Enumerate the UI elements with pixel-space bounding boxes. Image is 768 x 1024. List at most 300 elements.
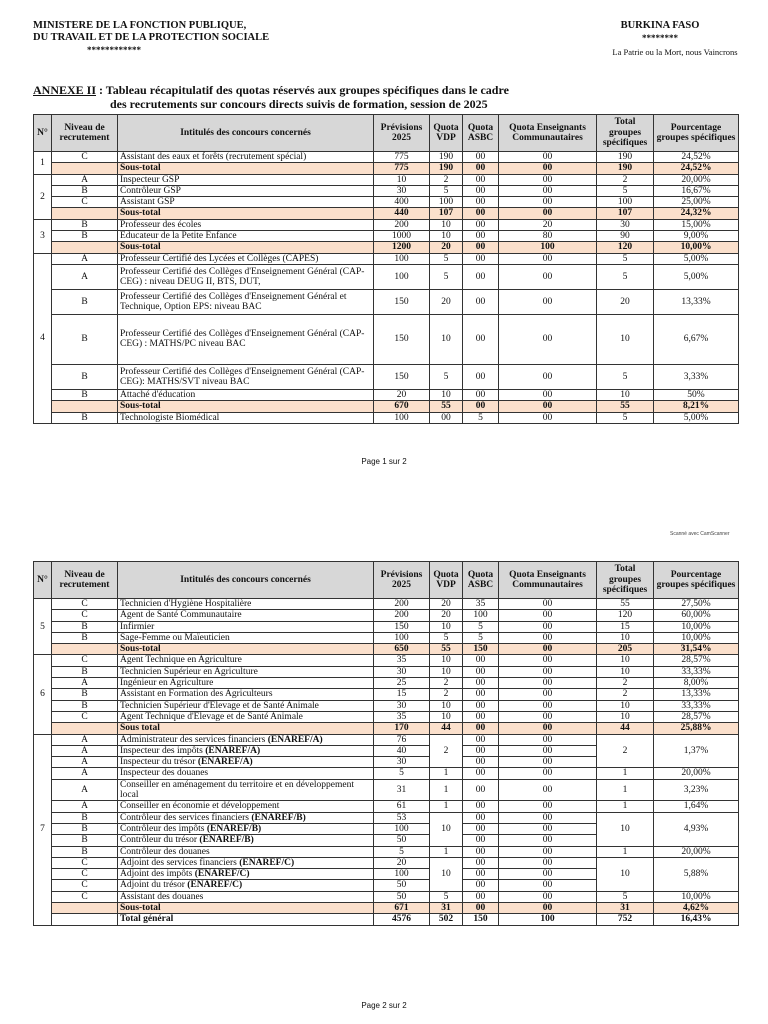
row-vdp: 31 — [430, 903, 463, 914]
row-pct: 31,54% — [654, 644, 739, 655]
row-intitule: Inspecteur du trésor (ENAREF/A) — [118, 757, 374, 768]
row-previsions: 5 — [374, 846, 430, 857]
row-total: 5 — [597, 364, 654, 389]
row-intitule: Inspecteur des douanes — [118, 768, 374, 779]
row-ens: 00 — [499, 757, 597, 768]
row-previsions: 15 — [374, 689, 430, 700]
row-total: 2 — [597, 174, 654, 185]
row-asbc: 00 — [463, 289, 499, 314]
row-ens: 00 — [499, 869, 597, 880]
row-asbc: 00 — [463, 185, 499, 196]
row-pct: 28,57% — [654, 655, 739, 666]
row-intitule: Technicien Supérieur d'Elevage et de Santé Animale — [118, 700, 374, 711]
row-intitule: Technicien d'Hygiène Hospitalière — [118, 599, 374, 610]
row-pct: 27,50% — [654, 599, 739, 610]
row-total: 55 — [597, 401, 654, 412]
row-vdp: 190 — [430, 163, 463, 174]
col-pct: Pourcentage groupes spécifiques — [654, 562, 739, 599]
row-pct: 20,00% — [654, 174, 739, 185]
row-asbc: 00 — [463, 174, 499, 185]
row-niveau: C — [52, 891, 118, 902]
col-intitule: Intitulés des concours concernés — [118, 115, 374, 152]
row-pct: 24,32% — [654, 208, 739, 219]
row-niveau — [52, 914, 118, 925]
row-vdp: 5 — [430, 891, 463, 902]
row-asbc: 00 — [463, 734, 499, 745]
row-previsions: 671 — [374, 903, 430, 914]
row-asbc: 00 — [463, 779, 499, 801]
col-vdp: Quota VDP — [430, 115, 463, 152]
row-intitule: Professeur Certifié des Lycées et Collèges (CAPES) — [118, 253, 374, 264]
row-total: 15 — [597, 621, 654, 632]
row-pct: 1,64% — [654, 801, 739, 812]
row-pct: 28,57% — [654, 711, 739, 722]
row-total: 107 — [597, 208, 654, 219]
row-asbc: 5 — [463, 632, 499, 643]
grand-total-row — [34, 914, 739, 925]
row-asbc: 100 — [463, 610, 499, 621]
row-previsions: 76 — [374, 734, 430, 745]
row-pct: 9,00% — [654, 231, 739, 242]
row-num: 6 — [34, 655, 52, 734]
row-niveau — [52, 903, 118, 914]
row-pct: 5,88% — [654, 857, 739, 891]
row-total: 1 — [597, 779, 654, 801]
row-niveau: C — [52, 869, 118, 880]
row-total: 1 — [597, 801, 654, 812]
row-previsions: 1200 — [374, 242, 430, 253]
table-row — [34, 412, 739, 423]
row-intitule: Sage-Femme ou Maïeuticien — [118, 632, 374, 643]
row-niveau: B — [52, 185, 118, 196]
enaref-tag: (ENAREF/A) — [205, 745, 261, 756]
row-ens: 100 — [499, 242, 597, 253]
row-total: 10 — [597, 389, 654, 400]
row-pct: 4,62% — [654, 903, 739, 914]
row-ens: 00 — [499, 599, 597, 610]
row-pct: 10,00% — [654, 621, 739, 632]
row-asbc: 00 — [463, 801, 499, 812]
row-ens: 00 — [499, 364, 597, 389]
row-niveau: B — [52, 364, 118, 389]
row-vdp: 5 — [430, 364, 463, 389]
table-row — [34, 610, 739, 621]
row-total: 205 — [597, 644, 654, 655]
row-asbc: 150 — [463, 644, 499, 655]
row-previsions: 10 — [374, 174, 430, 185]
subtotal-row — [34, 903, 739, 914]
row-previsions: 30 — [374, 666, 430, 677]
row-pct: 4,93% — [654, 812, 739, 846]
row-previsions: 30 — [374, 757, 430, 768]
row-niveau — [52, 401, 118, 412]
row-niveau: B — [52, 846, 118, 857]
row-vdp: 20 — [430, 242, 463, 253]
row-num: 2 — [34, 174, 52, 219]
subtotal-row — [34, 163, 739, 174]
row-previsions: 100 — [374, 632, 430, 643]
row-intitule: Inspecteur GSP — [118, 174, 374, 185]
row-total: 10 — [597, 314, 654, 364]
row-intitule: Professeur Certifié des Collèges d'Enseignement Général (CAP-CEG) : niveau DEUG II, BTS, DUT, — [118, 264, 374, 289]
ministry-stars: ************ — [87, 45, 141, 55]
row-previsions: 670 — [374, 401, 430, 412]
row-previsions: 100 — [374, 253, 430, 264]
row-previsions: 150 — [374, 314, 430, 364]
row-ens: 00 — [499, 632, 597, 643]
row-asbc: 35 — [463, 599, 499, 610]
row-previsions: 200 — [374, 599, 430, 610]
row-asbc: 00 — [463, 745, 499, 756]
row-niveau: B — [52, 621, 118, 632]
row-num: 3 — [34, 219, 52, 253]
col-num: N° — [34, 562, 52, 599]
row-niveau — [52, 208, 118, 219]
enaref-tag: (ENAREF/A) — [197, 757, 253, 768]
row-niveau: A — [52, 734, 118, 745]
row-total: 31 — [597, 903, 654, 914]
row-previsions: 150 — [374, 289, 430, 314]
row-total: 5 — [597, 412, 654, 423]
row-niveau: B — [52, 219, 118, 230]
row-vdp: 10 — [430, 231, 463, 242]
row-total: 2 — [597, 734, 654, 768]
row-previsions: 40 — [374, 745, 430, 756]
row-num: 1 — [34, 152, 52, 175]
row-niveau: B — [52, 700, 118, 711]
row-asbc: 00 — [463, 253, 499, 264]
row-niveau — [52, 242, 118, 253]
row-vdp: 5 — [430, 185, 463, 196]
table-row — [34, 152, 739, 163]
subtotal-row — [34, 208, 739, 219]
row-ens: 00 — [499, 903, 597, 914]
row-asbc: 00 — [463, 242, 499, 253]
subtotal-row — [34, 644, 739, 655]
table-row — [34, 314, 739, 364]
row-total: 10 — [597, 666, 654, 677]
col-niveau: Niveau de recrutement — [52, 562, 118, 599]
row-niveau: A — [52, 264, 118, 289]
row-previsions: 31 — [374, 779, 430, 801]
row-pct: 33,33% — [654, 666, 739, 677]
row-total: 5 — [597, 185, 654, 196]
row-vdp: 10 — [430, 389, 463, 400]
row-previsions: 200 — [374, 610, 430, 621]
row-asbc: 5 — [463, 412, 499, 423]
row-previsions: 1000 — [374, 231, 430, 242]
row-intitule: Professeur des écoles — [118, 219, 374, 230]
row-ens: 00 — [499, 197, 597, 208]
row-ens: 00 — [499, 621, 597, 632]
row-asbc: 00 — [463, 197, 499, 208]
row-intitule: Technicien Supérieur en Agriculture — [118, 666, 374, 677]
row-ens: 00 — [499, 152, 597, 163]
row-previsions: 25 — [374, 678, 430, 689]
row-previsions: 35 — [374, 711, 430, 722]
row-vdp: 2 — [430, 734, 463, 768]
row-previsions: 50 — [374, 880, 430, 891]
row-asbc: 00 — [463, 700, 499, 711]
row-vdp: 10 — [430, 700, 463, 711]
row-pct: 25,00% — [654, 197, 739, 208]
row-niveau: C — [52, 197, 118, 208]
row-ens: 00 — [499, 812, 597, 823]
row-ens: 00 — [499, 264, 597, 289]
row-vdp: 20 — [430, 289, 463, 314]
row-asbc: 00 — [463, 880, 499, 891]
row-intitule: Sous-total — [118, 903, 374, 914]
row-intitule: Conseiller en aménagement du territoire et en développement local — [118, 779, 374, 801]
row-vdp: 1 — [430, 801, 463, 812]
row-total: 90 — [597, 231, 654, 242]
row-niveau: A — [52, 757, 118, 768]
row-vdp: 5 — [430, 632, 463, 643]
table-row — [34, 253, 739, 264]
row-intitule: Professeur Certifié des Collèges d'Enseignement Général et Technique, Option EPS: niveau BAC — [118, 289, 374, 314]
row-niveau — [52, 163, 118, 174]
row-vdp: 502 — [430, 914, 463, 925]
row-previsions: 150 — [374, 621, 430, 632]
row-ens: 00 — [499, 723, 597, 734]
row-niveau: B — [52, 835, 118, 846]
row-pct: 10,00% — [654, 242, 739, 253]
row-intitule: Assistant des eaux et forêts (recrutement spécial) — [118, 152, 374, 163]
row-previsions: 100 — [374, 869, 430, 880]
row-previsions: 35 — [374, 655, 430, 666]
annex-title-line1: : Tableau récapitulatif des quotas réservés aux groupes spécifiques dans le cadre — [96, 83, 509, 97]
row-previsions: 20 — [374, 857, 430, 868]
row-pct: 5,00% — [654, 412, 739, 423]
row-vdp: 5 — [430, 253, 463, 264]
row-intitule: Administrateur des services financiers (ENAREF/A) — [118, 734, 374, 745]
row-vdp: 2 — [430, 678, 463, 689]
row-asbc: 00 — [463, 857, 499, 868]
row-asbc: 00 — [463, 869, 499, 880]
enaref-tag: (ENAREF/B) — [251, 812, 306, 823]
row-previsions: 150 — [374, 364, 430, 389]
row-previsions: 50 — [374, 835, 430, 846]
row-asbc: 00 — [463, 364, 499, 389]
table-row — [34, 174, 739, 185]
page-footer-1: Page 1 sur 2 — [361, 457, 407, 466]
row-ens: 00 — [499, 666, 597, 677]
annex-label: ANNEXE II — [33, 83, 97, 97]
row-niveau: A — [52, 801, 118, 812]
row-previsions: 170 — [374, 723, 430, 734]
row-vdp: 107 — [430, 208, 463, 219]
row-ens: 00 — [499, 801, 597, 812]
row-ens: 100 — [499, 914, 597, 925]
col-previsions: Prévisions 2025 — [374, 115, 430, 152]
row-asbc: 00 — [463, 823, 499, 834]
row-asbc: 00 — [463, 678, 499, 689]
row-asbc: 00 — [463, 711, 499, 722]
row-niveau: B — [52, 231, 118, 242]
enaref-tag: (ENAREF/C) — [194, 869, 250, 880]
col-asbc: Quota ASBC — [463, 562, 499, 599]
row-previsions: 775 — [374, 152, 430, 163]
row-total: 1 — [597, 768, 654, 779]
row-total: 20 — [597, 289, 654, 314]
row-asbc: 00 — [463, 666, 499, 677]
row-intitule: Inspecteur des impôts (ENAREF/A) — [118, 745, 374, 756]
row-intitule: Adjoint des impôts (ENAREF/C) — [118, 869, 374, 880]
row-pct: 33,33% — [654, 700, 739, 711]
table-header-row — [34, 562, 739, 599]
row-ens: 00 — [499, 891, 597, 902]
row-intitule: Contrôleur du trésor (ENAREF/B) — [118, 835, 374, 846]
col-total: Total groupes spécifiques — [597, 562, 654, 599]
row-intitule: Sous-total — [118, 242, 374, 253]
row-ens: 00 — [499, 208, 597, 219]
row-intitule: Adjoint du trésor (ENAREF/C) — [118, 880, 374, 891]
annex-title-line2: des recrutements sur concours directs suivis de formation, session de 2025 — [110, 97, 488, 111]
row-ens: 00 — [499, 389, 597, 400]
row-niveau — [52, 644, 118, 655]
enaref-tag: (ENAREF/B) — [206, 823, 262, 834]
table-row — [34, 779, 739, 801]
row-pct: 20,00% — [654, 768, 739, 779]
col-previsions: Prévisions 2025 — [374, 562, 430, 599]
row-intitule: Sous-total — [118, 163, 374, 174]
row-ens: 00 — [499, 678, 597, 689]
row-vdp: 10 — [430, 711, 463, 722]
row-ens: 00 — [499, 880, 597, 891]
table-row — [34, 219, 739, 230]
row-pct: 6,67% — [654, 314, 739, 364]
row-niveau: B — [52, 689, 118, 700]
row-niveau: C — [52, 152, 118, 163]
row-ens: 00 — [499, 163, 597, 174]
row-ens: 00 — [499, 610, 597, 621]
row-niveau — [52, 723, 118, 734]
row-niveau: A — [52, 779, 118, 801]
row-vdp: 10 — [430, 857, 463, 891]
row-vdp: 10 — [430, 812, 463, 846]
row-intitule: Sous total — [118, 723, 374, 734]
row-vdp: 10 — [430, 666, 463, 677]
row-previsions: 61 — [374, 801, 430, 812]
ministry-line2: DU TRAVAIL ET DE LA PROTECTION SOCIALE — [33, 32, 270, 43]
page-footer-2: Page 2 sur 2 — [361, 1001, 407, 1010]
row-intitule: Educateur de la Petite Enfance — [118, 231, 374, 242]
row-niveau: A — [52, 768, 118, 779]
row-ens: 00 — [499, 655, 597, 666]
row-vdp: 5 — [430, 264, 463, 289]
row-previsions: 775 — [374, 163, 430, 174]
row-pct: 1,37% — [654, 734, 739, 768]
row-intitule: Assistant GSP — [118, 197, 374, 208]
row-pct: 50% — [654, 389, 739, 400]
row-ens: 00 — [499, 745, 597, 756]
table-row — [34, 197, 739, 208]
row-niveau: B — [52, 389, 118, 400]
col-total: Total groupes spécifiques — [597, 115, 654, 152]
row-ens: 00 — [499, 401, 597, 412]
row-vdp: 2 — [430, 689, 463, 700]
row-total: 5 — [597, 264, 654, 289]
row-vdp: 20 — [430, 599, 463, 610]
quota-table-page2 — [33, 561, 739, 926]
row-ens: 00 — [499, 700, 597, 711]
row-ens: 00 — [499, 768, 597, 779]
row-total: 5 — [597, 891, 654, 902]
row-intitule: Agent de Santé Communautaire — [118, 610, 374, 621]
table-row — [34, 734, 739, 745]
col-ens: Quota Enseignants Communautaires — [499, 562, 597, 599]
row-previsions: 650 — [374, 644, 430, 655]
row-vdp: 190 — [430, 152, 463, 163]
row-niveau: B — [52, 666, 118, 677]
row-vdp: 00 — [430, 412, 463, 423]
row-niveau: C — [52, 857, 118, 868]
row-asbc: 00 — [463, 757, 499, 768]
row-niveau: B — [52, 412, 118, 423]
row-intitule: Sous-total — [118, 401, 374, 412]
row-asbc: 00 — [463, 812, 499, 823]
row-niveau: A — [52, 253, 118, 264]
col-ens: Quota Enseignants Communautaires — [499, 115, 597, 152]
row-asbc: 00 — [463, 689, 499, 700]
row-pct: 20,00% — [654, 846, 739, 857]
row-niveau: C — [52, 610, 118, 621]
table-row — [34, 689, 739, 700]
row-vdp: 1 — [430, 768, 463, 779]
row-asbc: 00 — [463, 231, 499, 242]
row-niveau: C — [52, 711, 118, 722]
row-ens: 00 — [499, 823, 597, 834]
col-pct: Pourcentage groupes spécifiques — [654, 115, 739, 152]
enaref-tag: (ENAREF/A) — [267, 734, 323, 745]
row-ens: 00 — [499, 174, 597, 185]
row-pct: 24,52% — [654, 163, 739, 174]
row-ens: 00 — [499, 857, 597, 868]
row-intitule: Technologiste Biomédical — [118, 412, 374, 423]
row-pct: 60,00% — [654, 610, 739, 621]
table-row — [34, 264, 739, 289]
row-asbc: 150 — [463, 914, 499, 925]
row-pct: 10,00% — [654, 632, 739, 643]
row-intitule: Total général — [118, 914, 374, 925]
row-asbc: 00 — [463, 401, 499, 412]
row-total: 100 — [597, 197, 654, 208]
row-niveau: B — [52, 632, 118, 643]
row-previsions: 30 — [374, 700, 430, 711]
row-previsions: 5 — [374, 768, 430, 779]
row-previsions: 20 — [374, 389, 430, 400]
table-row — [34, 812, 739, 823]
row-vdp: 100 — [430, 197, 463, 208]
row-intitule: Infirmier — [118, 621, 374, 632]
subtotal-row — [34, 401, 739, 412]
row-pct: 3,23% — [654, 779, 739, 801]
row-pct: 13,33% — [654, 289, 739, 314]
row-asbc: 5 — [463, 621, 499, 632]
ministry-name — [33, 20, 269, 56]
row-asbc: 00 — [463, 208, 499, 219]
row-total: 2 — [597, 678, 654, 689]
row-vdp: 44 — [430, 723, 463, 734]
row-ens: 00 — [499, 644, 597, 655]
row-intitule: Agent Technique en Agriculture — [118, 655, 374, 666]
row-niveau: B — [52, 314, 118, 364]
row-intitule: Sous-total — [118, 208, 374, 219]
row-total: 10 — [597, 812, 654, 846]
row-vdp: 1 — [430, 846, 463, 857]
subtotal-row — [34, 242, 739, 253]
row-intitule: Contrôleur GSP — [118, 185, 374, 196]
